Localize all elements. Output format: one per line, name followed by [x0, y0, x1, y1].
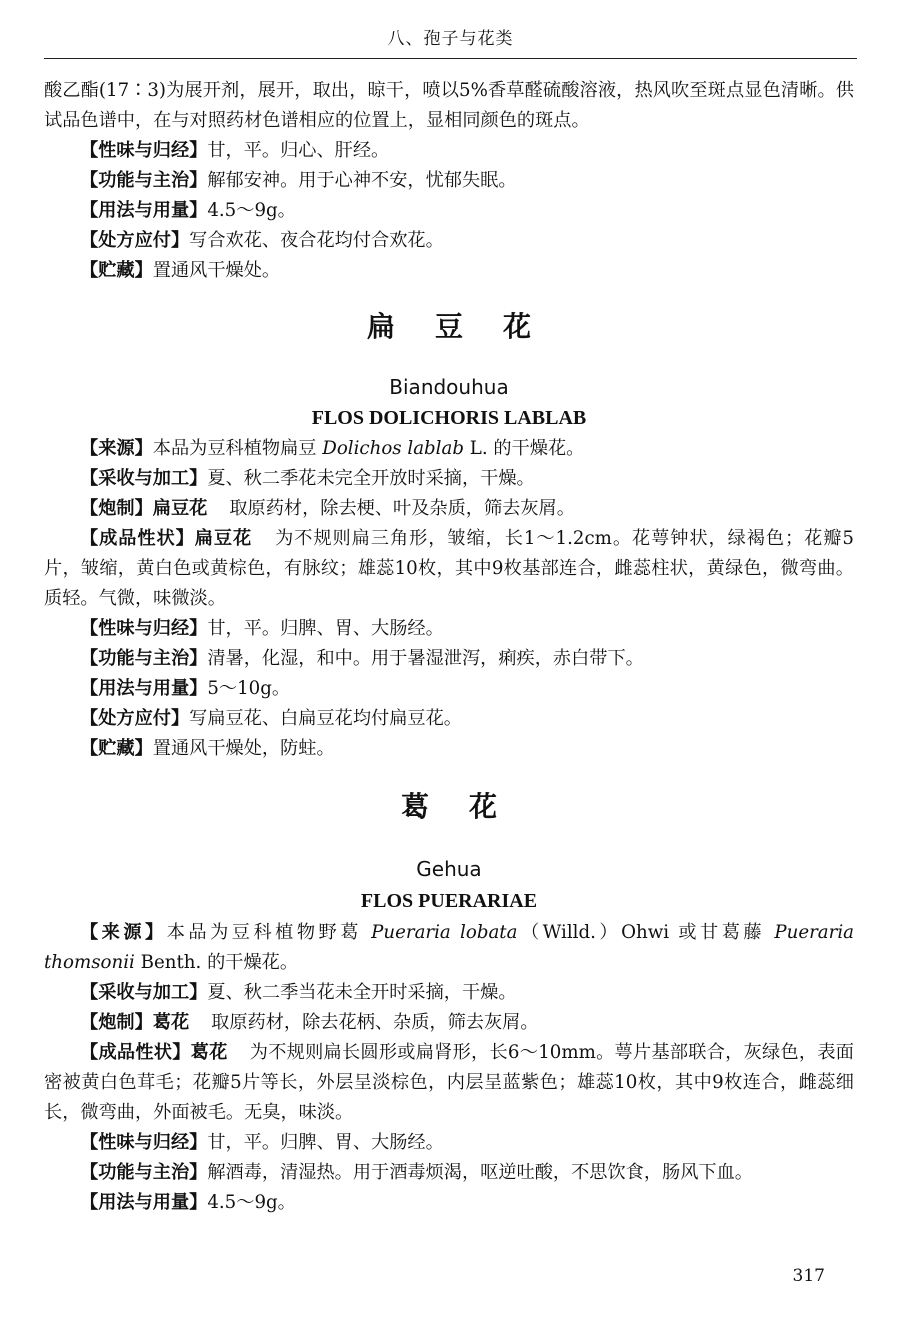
entry-heading: 【炮制】 [80, 1012, 153, 1033]
entry-heading: 【性味与归经】 [80, 140, 208, 161]
entry-processing: 【炮制】葛花 取原药材，除去花柄、杂质，筛去灰屑。 [80, 1012, 539, 1033]
page-number: 317 [792, 1266, 825, 1286]
entry-description: 【成品性状】扁豆花 为不规则扁三角形，皱缩，长1～1.2cm。花萼钟状，绿褐色；花瓣5片，皱缩，黄白色或黄棕色，有脉纹；雄蕊10枚，其中9枚基部连合，雌蕊柱状，黄绿色，微弯曲。质轻。气微，味微淡。 [44, 528, 854, 609]
entry-source: 【来源】本品为豆科植物扁豆 Dolichos lablab L. 的干燥花。 [80, 438, 585, 459]
entry-processing: 【炮制】扁豆花 取原药材，除去梗、叶及杂质，筛去灰屑。 [80, 498, 575, 519]
entry-harvest: 【采收与加工】夏、秋二季当花未全开时采摘，干燥。 [80, 982, 517, 1003]
intro-entry-prescription [44, 226, 854, 256]
entry-heading: 【用法与用量】 [80, 678, 208, 699]
intro-entry-taste [44, 136, 854, 166]
entry-taste: 【性味与归经】甘，平。归脾、胃、大肠经。 [80, 1132, 444, 1153]
entry-heading: 【采收与加工】 [80, 982, 208, 1003]
entry-heading: 【处方应付】 [80, 708, 190, 729]
intro-entry-function [44, 166, 854, 196]
intro-continuation: 酸乙酯(17∶3)为展开剂，展开，取出，晾干，喷以5%香草醛硫酸溶液，热风吹至斑点显色清晰。供试品色谱中，在与对照药材色谱相应的位置上，显相同颜色的斑点。 [44, 80, 854, 131]
entry-harvest: 【采收与加工】夏、秋二季花未完全开放时采摘，干燥。 [80, 468, 535, 489]
entry-subject: 葛花 [152, 1012, 190, 1033]
section-pinyin: Gehua [416, 857, 482, 881]
entry-heading: 【采收与加工】 [80, 468, 208, 489]
page-content [44, 76, 854, 1218]
entry-heading: 【功能与主治】 [80, 648, 208, 669]
intro-entry-dosage [44, 196, 854, 226]
section-pinyin: Biandouhua [389, 375, 509, 399]
latin-species-name: Dolichos lablab [322, 438, 464, 459]
section-biandouhua [44, 304, 854, 764]
section-title: 葛花 [400, 790, 537, 823]
entry-function: 【功能与主治】解酒毒，清湿热。用于酒毒烦渴，呕逆吐酸，不思饮食，肠风下血。 [80, 1162, 753, 1183]
entry-subject: 葛花 [190, 1042, 228, 1063]
intro-entry-storage [44, 256, 854, 286]
running-head: 八、孢子与花类 [387, 29, 514, 49]
entry-heading: 【贮藏】 [80, 738, 153, 759]
section-gehua [44, 784, 854, 1218]
entry-subject: 扁豆花 [194, 528, 253, 549]
section-title: 扁豆花 [366, 310, 571, 343]
entry-heading: 【性味与归经】 [80, 1132, 208, 1153]
entry-heading: 【来源】 [80, 922, 167, 943]
entry-source: 【来源】本品为豆科植物野葛 Pueraria lobata（Willd.）Ohwi 或甘葛藤 Pueraria thomsonii Benth. 的干燥花。 [44, 922, 854, 973]
latin-species-name: Pueraria thomsonii [44, 922, 854, 973]
header-rule [44, 58, 857, 59]
entry-text: 解郁安神。用于心神不安，忧郁失眠。 [207, 170, 517, 191]
entry-heading: 【炮制】 [80, 498, 153, 519]
entry-dosage: 【用法与用量】4.5～9g。 [80, 1192, 296, 1213]
entry-function: 【功能与主治】清暑，化湿，和中。用于暑湿泄泻，痢疾，赤白带下。 [80, 648, 644, 669]
entry-heading: 【处方应付】 [80, 230, 190, 251]
entry-text: 置通风干燥处。 [152, 260, 281, 281]
section-latin-name: FLOS PUERARIAE [360, 890, 538, 912]
entry-text: 甘，平。归心、肝经。 [207, 140, 390, 161]
entry-subject: 扁豆花 [152, 498, 208, 519]
entry-taste: 【性味与归经】甘，平。归脾、胃、大肠经。 [80, 618, 444, 639]
section-latin-name: FLOS DOLICHORIS LABLAB [311, 407, 587, 429]
entry-heading: 【用法与用量】 [80, 200, 208, 221]
entry-text: 写合欢花、夜合花均付合欢花。 [189, 230, 444, 251]
entry-dosage: 【用法与用量】5～10g。 [80, 678, 291, 699]
entry-heading: 【来源】 [80, 438, 153, 459]
entry-heading: 【功能与主治】 [80, 170, 208, 191]
entry-heading: 【性味与归经】 [80, 618, 208, 639]
entry-prescription: 【处方应付】写扁豆花、白扁豆花均付扁豆花。 [80, 708, 462, 729]
latin-species-name: Pueraria lobata [371, 922, 518, 943]
entry-heading: 【用法与用量】 [80, 1192, 208, 1213]
entry-text: 4.5～9g。 [207, 200, 296, 221]
entry-heading: 【贮藏】 [80, 260, 153, 281]
entry-heading: 【成品性状】 [80, 528, 195, 549]
entry-heading: 【成品性状】 [80, 1042, 191, 1063]
entry-heading: 【功能与主治】 [80, 1162, 208, 1183]
entry-description: 【成品性状】葛花 为不规则扁长圆形或扁肾形，长6～10mm。萼片基部联合，灰绿色，表面密被黄白色茸毛；花瓣5片等长，外层呈淡棕色，内层呈蓝紫色；雄蕊10枚，其中9枚连合，雌蕊细长，微弯曲，外面被毛。无臭，味淡。 [44, 1042, 854, 1123]
entry-storage: 【贮藏】置通风干燥处，防蛀。 [80, 738, 335, 759]
